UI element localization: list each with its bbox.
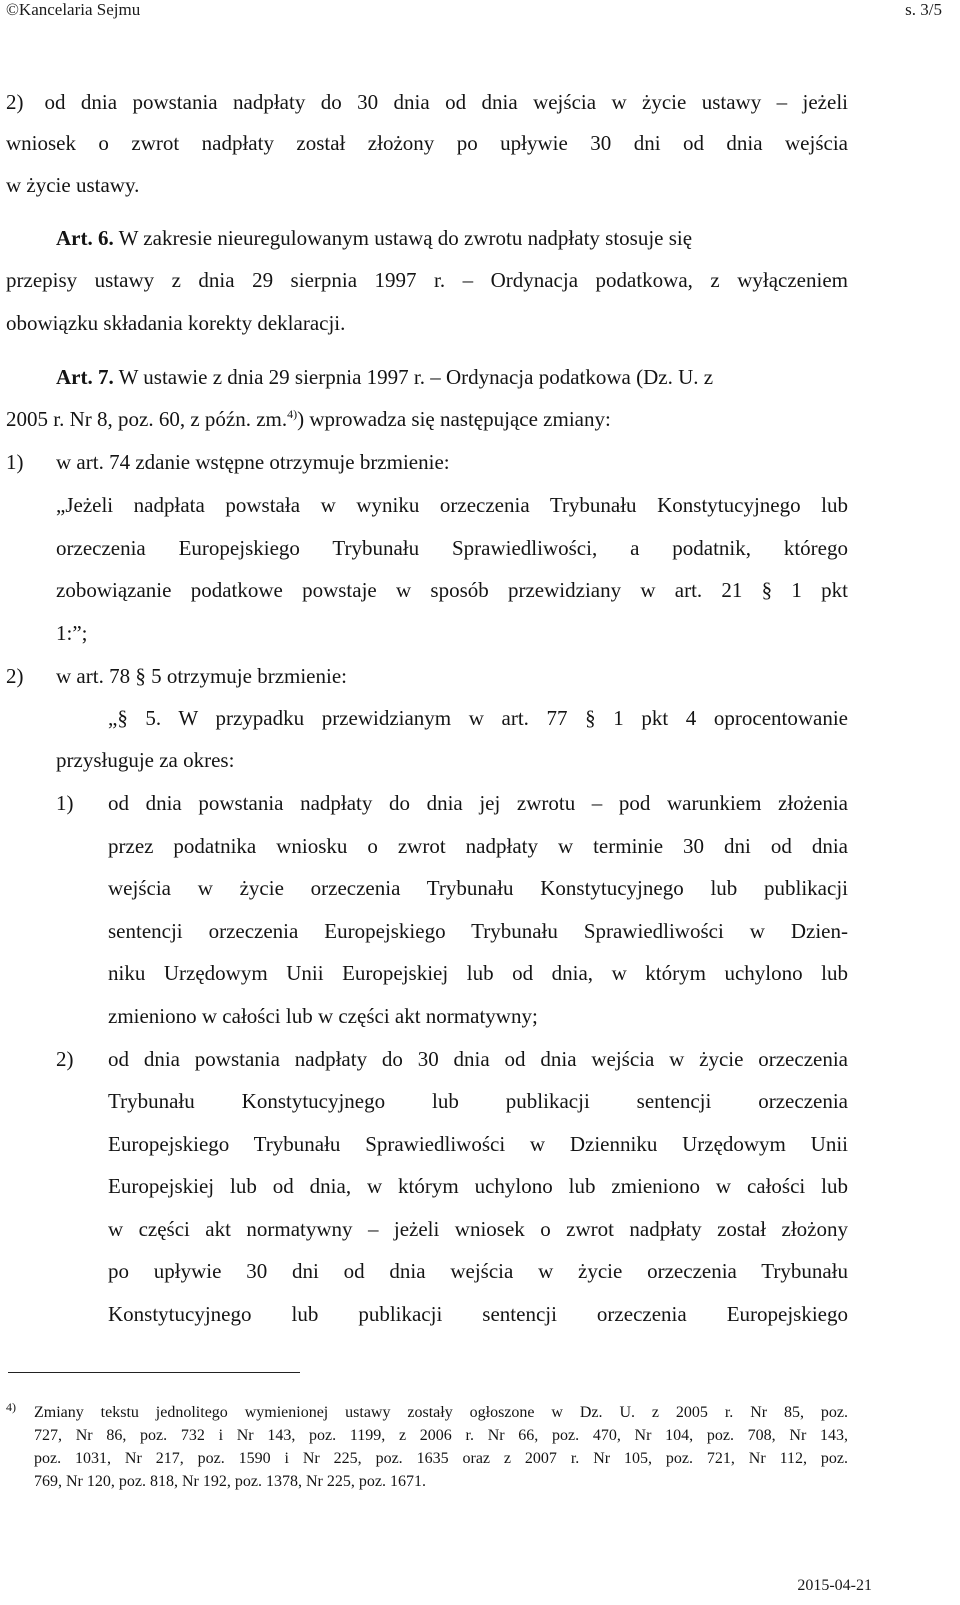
text-line: niku Urzędowym Unii Europejskiej lub od dnia, w którym uchylono lub xyxy=(108,961,848,985)
list-number: 1) xyxy=(6,450,24,474)
list-number: 1) xyxy=(56,791,74,815)
text-line: od dnia powstania nadpłaty do dnia jej zwrotu – pod warunkiem złożenia xyxy=(108,791,848,815)
article-7 xyxy=(56,356,848,399)
header-copyright: ©Kancelaria Sejmu xyxy=(6,0,141,19)
text-line: W zakresie nieuregulowanym ustawą do zwrotu nadpłaty stosuje się xyxy=(118,226,693,250)
article-6 xyxy=(56,217,848,260)
text-span: ) wprowadza się następujące zmiany: xyxy=(297,407,611,431)
quoted-line: 1:”; xyxy=(56,621,88,645)
text-line xyxy=(6,398,611,441)
text-line: Europejskiego Trybunału Sprawiedliwości w Dzienniku Urzędowym Unii xyxy=(108,1132,848,1156)
article-label: Art. 7. xyxy=(56,365,114,389)
footnote-marker: 4) xyxy=(6,1400,16,1414)
text-line: po upływie 30 dni od dnia wejścia w życie orzeczenia Trybunału xyxy=(108,1259,848,1283)
text-line: w art. 78 § 5 otrzymuje brzmienie: xyxy=(56,664,347,688)
quoted-line: orzeczenia Europejskiego Trybunału Sprawiedliwości, a podatnik, którego xyxy=(56,536,848,560)
text-line: w art. 74 zdanie wstępne otrzymuje brzmienie: xyxy=(56,450,450,474)
text-line: zmieniono w całości lub w części akt normatywny; xyxy=(108,1004,538,1028)
article-label: Art. 6. xyxy=(56,226,114,250)
quoted-line: przysługuje za okres: xyxy=(56,748,235,772)
text-line: wejścia w życie orzeczenia Trybunału Konstytucyjnego lub publikacji xyxy=(108,876,848,900)
quoted-line: „§ 5. W przypadku przewidzianym w art. 77 § 1 pkt 4 oprocentowanie xyxy=(108,706,848,730)
text-line: od dnia powstania nadpłaty do 30 dnia od dnia wejścia w życie orzeczenia xyxy=(108,1047,848,1071)
text-line: Trybunału Konstytucyjnego lub publikacji sentencji orzeczenia xyxy=(108,1089,848,1113)
text-span: 2005 r. Nr 8, poz. 60, z późn. zm. xyxy=(6,407,288,431)
text-line: sentencji orzeczenia Europejskiego Trybunału Sprawiedliwości w Dzien- xyxy=(108,919,848,943)
text-line: w części akt normatywny – jeżeli wniosek o zwrot nadpłaty został złożony xyxy=(108,1217,848,1241)
page-number: s. 3/5 xyxy=(905,0,942,19)
text-line: przepisy ustawy z dnia 29 sierpnia 1997 r. – Ordynacja podatkowa, z wyłączeniem xyxy=(6,268,848,292)
text-line: w życie ustawy. xyxy=(6,173,140,197)
text-line: wniosek o zwrot nadpłaty został złożony po upływie 30 dni od dnia wejścia xyxy=(6,131,848,155)
text-line: 2) od dnia powstania nadpłaty do 30 dnia od dnia wejścia w życie ustawy – jeżeli xyxy=(6,90,848,114)
text-line: obowiązku składania korekty deklaracji. xyxy=(6,311,346,335)
footnote-line: Zmiany tekstu jednolitego wymienionej ustawy zostały ogłoszone w Dz. U. z 2005 r. Nr 85, poz. xyxy=(34,1404,848,1421)
footnote-separator xyxy=(8,1372,300,1373)
list-number: 2) xyxy=(6,664,24,688)
footnote-line: poz. 1031, Nr 217, poz. 1590 i Nr 225, poz. 1635 oraz z 2007 r. Nr 105, poz. 721, Nr 112, poz. xyxy=(34,1450,848,1467)
footnote-line: 769, Nr 120, poz. 818, Nr 192, poz. 1378, Nr 225, poz. 1671. xyxy=(34,1473,426,1490)
text-line: Konstytucyjnego lub publikacji sentencji orzeczenia Europejskiego xyxy=(108,1302,848,1326)
list-number: 2) xyxy=(56,1047,74,1071)
text-line: Europejskiej lub od dnia, w którym uchylono lub zmieniono w całości lub xyxy=(108,1174,848,1198)
footer-date: 2015-04-21 xyxy=(797,1577,872,1594)
footnote-line: 727, Nr 86, poz. 732 i Nr 143, poz. 1199, z 2006 r. Nr 66, poz. 470, Nr 104, poz. 708, Nr 143, xyxy=(34,1427,848,1444)
quoted-line: „Jeżeli nadpłata powstała w wyniku orzeczenia Trybunału Konstytucyjnego lub xyxy=(56,493,848,517)
quoted-line: zobowiązanie podatkowe powstaje w sposób przewidziany w art. 21 § 1 pkt xyxy=(56,578,848,602)
footnote-reference: 4) xyxy=(287,407,298,421)
text-line: przez podatnika wniosku o zwrot nadpłaty w terminie 30 dni od dnia xyxy=(108,834,848,858)
text-line: W ustawie z dnia 29 sierpnia 1997 r. – Ordynacja podatkowa (Dz. U. z xyxy=(118,365,714,389)
